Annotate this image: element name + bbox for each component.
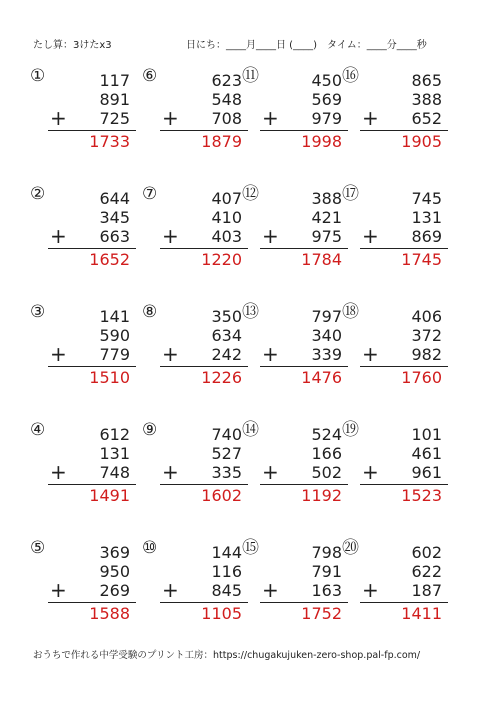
addend-2: 131 xyxy=(411,208,442,227)
problem-number: ⑥ xyxy=(142,66,158,86)
problem-number: ⑩ xyxy=(142,538,158,558)
addend-2: 166 xyxy=(311,444,342,463)
addend-3: 975 xyxy=(311,227,342,246)
sum-line xyxy=(48,602,136,603)
sum-line xyxy=(260,602,348,603)
plus-sign: + xyxy=(162,224,179,248)
addend-3: 269 xyxy=(99,581,130,600)
addend-1: 623 xyxy=(211,71,242,90)
problem-number: ④ xyxy=(30,420,46,440)
plus-sign: + xyxy=(262,224,279,248)
addend-3: 339 xyxy=(311,345,342,364)
problem-block xyxy=(142,420,242,520)
addend-3: 869 xyxy=(411,227,442,246)
problem-block xyxy=(30,420,130,520)
problem-number: ⑭ xyxy=(242,420,259,440)
footer-credit: おうちで作れる中学受験のプリント工房：https://chugakujuken-zero-shop.pal-fp.com/ xyxy=(33,650,421,661)
problem-block xyxy=(242,538,342,638)
problem-block xyxy=(342,66,442,166)
problem-block xyxy=(30,302,130,402)
addend-2: 131 xyxy=(99,444,130,463)
addend-3: 187 xyxy=(411,581,442,600)
problem-number: ⑰ xyxy=(342,184,359,204)
problem-number: ⑪ xyxy=(242,66,259,86)
plus-sign: + xyxy=(262,342,279,366)
addend-2: 410 xyxy=(211,208,242,227)
problem-block xyxy=(142,66,242,166)
plus-sign: + xyxy=(262,106,279,130)
sum-line xyxy=(160,484,248,485)
sum-line xyxy=(360,248,448,249)
addend-3: 163 xyxy=(311,581,342,600)
problem-number: ⑧ xyxy=(142,302,158,322)
problem-number: ⑤ xyxy=(30,538,46,558)
answer-value: 1491 xyxy=(89,486,130,505)
addend-2: 116 xyxy=(211,562,242,581)
plus-sign: + xyxy=(162,578,179,602)
addend-1: 798 xyxy=(311,543,342,562)
problem-number: ⑦ xyxy=(142,184,158,204)
answer-value: 1105 xyxy=(201,604,242,623)
sum-line xyxy=(260,248,348,249)
addend-3: 845 xyxy=(211,581,242,600)
problem-block xyxy=(242,184,342,284)
problem-number: ③ xyxy=(30,302,46,322)
addend-2: 590 xyxy=(99,326,130,345)
problem-block xyxy=(30,66,130,166)
sum-line xyxy=(260,130,348,131)
problem-block xyxy=(30,538,130,638)
addend-3: 242 xyxy=(211,345,242,364)
answer-value: 1879 xyxy=(201,132,242,151)
addend-2: 527 xyxy=(211,444,242,463)
sum-line xyxy=(160,130,248,131)
sum-line xyxy=(360,130,448,131)
problem-block xyxy=(142,184,242,284)
answer-value: 1998 xyxy=(301,132,342,151)
plus-sign: + xyxy=(162,342,179,366)
answer-value: 1752 xyxy=(301,604,342,623)
answer-value: 1652 xyxy=(89,250,130,269)
answer-value: 1602 xyxy=(201,486,242,505)
plus-sign: + xyxy=(362,460,379,484)
sum-line xyxy=(260,484,348,485)
plus-sign: + xyxy=(362,106,379,130)
problem-number: ⑬ xyxy=(242,302,259,322)
problem-block xyxy=(142,538,242,638)
problem-number: ⑮ xyxy=(242,538,259,558)
addend-1: 350 xyxy=(211,307,242,326)
problem-number: ⑨ xyxy=(142,420,158,440)
answer-value: 1905 xyxy=(401,132,442,151)
answer-value: 1192 xyxy=(301,486,342,505)
plus-sign: + xyxy=(162,460,179,484)
answer-value: 1220 xyxy=(201,250,242,269)
problem-number: ⑲ xyxy=(342,420,359,440)
addend-3: 779 xyxy=(99,345,130,364)
sum-line xyxy=(48,130,136,131)
addend-2: 791 xyxy=(311,562,342,581)
addend-1: 740 xyxy=(211,425,242,444)
addend-1: 388 xyxy=(311,189,342,208)
answer-value: 1745 xyxy=(401,250,442,269)
answer-value: 1510 xyxy=(89,368,130,387)
addend-1: 450 xyxy=(311,71,342,90)
sum-line xyxy=(260,366,348,367)
plus-sign: + xyxy=(50,224,67,248)
addend-2: 372 xyxy=(411,326,442,345)
addend-1: 144 xyxy=(211,543,242,562)
plus-sign: + xyxy=(362,342,379,366)
addend-2: 569 xyxy=(311,90,342,109)
plus-sign: + xyxy=(262,578,279,602)
addend-2: 634 xyxy=(211,326,242,345)
answer-value: 1784 xyxy=(301,250,342,269)
problem-block xyxy=(30,184,130,284)
sum-line xyxy=(48,248,136,249)
problem-block xyxy=(242,66,342,166)
addend-3: 961 xyxy=(411,463,442,482)
problem-number: ⑳ xyxy=(342,538,359,558)
addend-3: 748 xyxy=(99,463,130,482)
problem-grid xyxy=(30,66,464,626)
addend-1: 644 xyxy=(99,189,130,208)
problem-number: ⑱ xyxy=(342,302,359,322)
addend-3: 982 xyxy=(411,345,442,364)
sum-line xyxy=(360,602,448,603)
sum-line xyxy=(160,602,248,603)
problem-block xyxy=(342,420,442,520)
sum-line xyxy=(360,484,448,485)
addend-1: 602 xyxy=(411,543,442,562)
problem-block xyxy=(242,420,342,520)
addend-3: 652 xyxy=(411,109,442,128)
addend-2: 388 xyxy=(411,90,442,109)
problem-number: ⑫ xyxy=(242,184,259,204)
addend-3: 708 xyxy=(211,109,242,128)
date-time-line: 日にち：____月____日 (____) タイム：____分____秒 xyxy=(186,40,427,51)
addend-2: 340 xyxy=(311,326,342,345)
plus-sign: + xyxy=(162,106,179,130)
addend-1: 797 xyxy=(311,307,342,326)
addend-3: 663 xyxy=(99,227,130,246)
plus-sign: + xyxy=(362,224,379,248)
sum-line xyxy=(160,366,248,367)
problem-block xyxy=(342,302,442,402)
addend-1: 141 xyxy=(99,307,130,326)
addend-1: 612 xyxy=(99,425,130,444)
answer-value: 1476 xyxy=(301,368,342,387)
addend-2: 891 xyxy=(99,90,130,109)
sum-line xyxy=(160,248,248,249)
answer-value: 1411 xyxy=(401,604,442,623)
addend-3: 725 xyxy=(99,109,130,128)
problem-block xyxy=(342,538,442,638)
worksheet-title: たし算：3けたx3 xyxy=(33,40,112,51)
addend-2: 950 xyxy=(99,562,130,581)
addend-1: 407 xyxy=(211,189,242,208)
sum-line xyxy=(48,366,136,367)
answer-value: 1733 xyxy=(89,132,130,151)
answer-value: 1523 xyxy=(401,486,442,505)
answer-value: 1226 xyxy=(201,368,242,387)
addend-1: 369 xyxy=(99,543,130,562)
problem-number: ① xyxy=(30,66,46,86)
addend-3: 979 xyxy=(311,109,342,128)
addend-1: 745 xyxy=(411,189,442,208)
problem-block xyxy=(342,184,442,284)
addend-1: 524 xyxy=(311,425,342,444)
plus-sign: + xyxy=(362,578,379,602)
addend-2: 421 xyxy=(311,208,342,227)
addend-2: 548 xyxy=(211,90,242,109)
problem-number: ② xyxy=(30,184,46,204)
addend-2: 622 xyxy=(411,562,442,581)
plus-sign: + xyxy=(50,342,67,366)
addend-2: 345 xyxy=(99,208,130,227)
answer-value: 1760 xyxy=(401,368,442,387)
problem-block xyxy=(142,302,242,402)
addend-3: 403 xyxy=(211,227,242,246)
addend-3: 335 xyxy=(211,463,242,482)
plus-sign: + xyxy=(50,460,67,484)
plus-sign: + xyxy=(50,578,67,602)
addend-2: 461 xyxy=(411,444,442,463)
addend-1: 406 xyxy=(411,307,442,326)
answer-value: 1588 xyxy=(89,604,130,623)
plus-sign: + xyxy=(262,460,279,484)
sum-line xyxy=(360,366,448,367)
sum-line xyxy=(48,484,136,485)
addend-3: 502 xyxy=(311,463,342,482)
addend-1: 101 xyxy=(411,425,442,444)
problem-number: ⑯ xyxy=(342,66,359,86)
addend-1: 865 xyxy=(411,71,442,90)
addend-1: 117 xyxy=(99,71,130,90)
problem-block xyxy=(242,302,342,402)
plus-sign: + xyxy=(50,106,67,130)
